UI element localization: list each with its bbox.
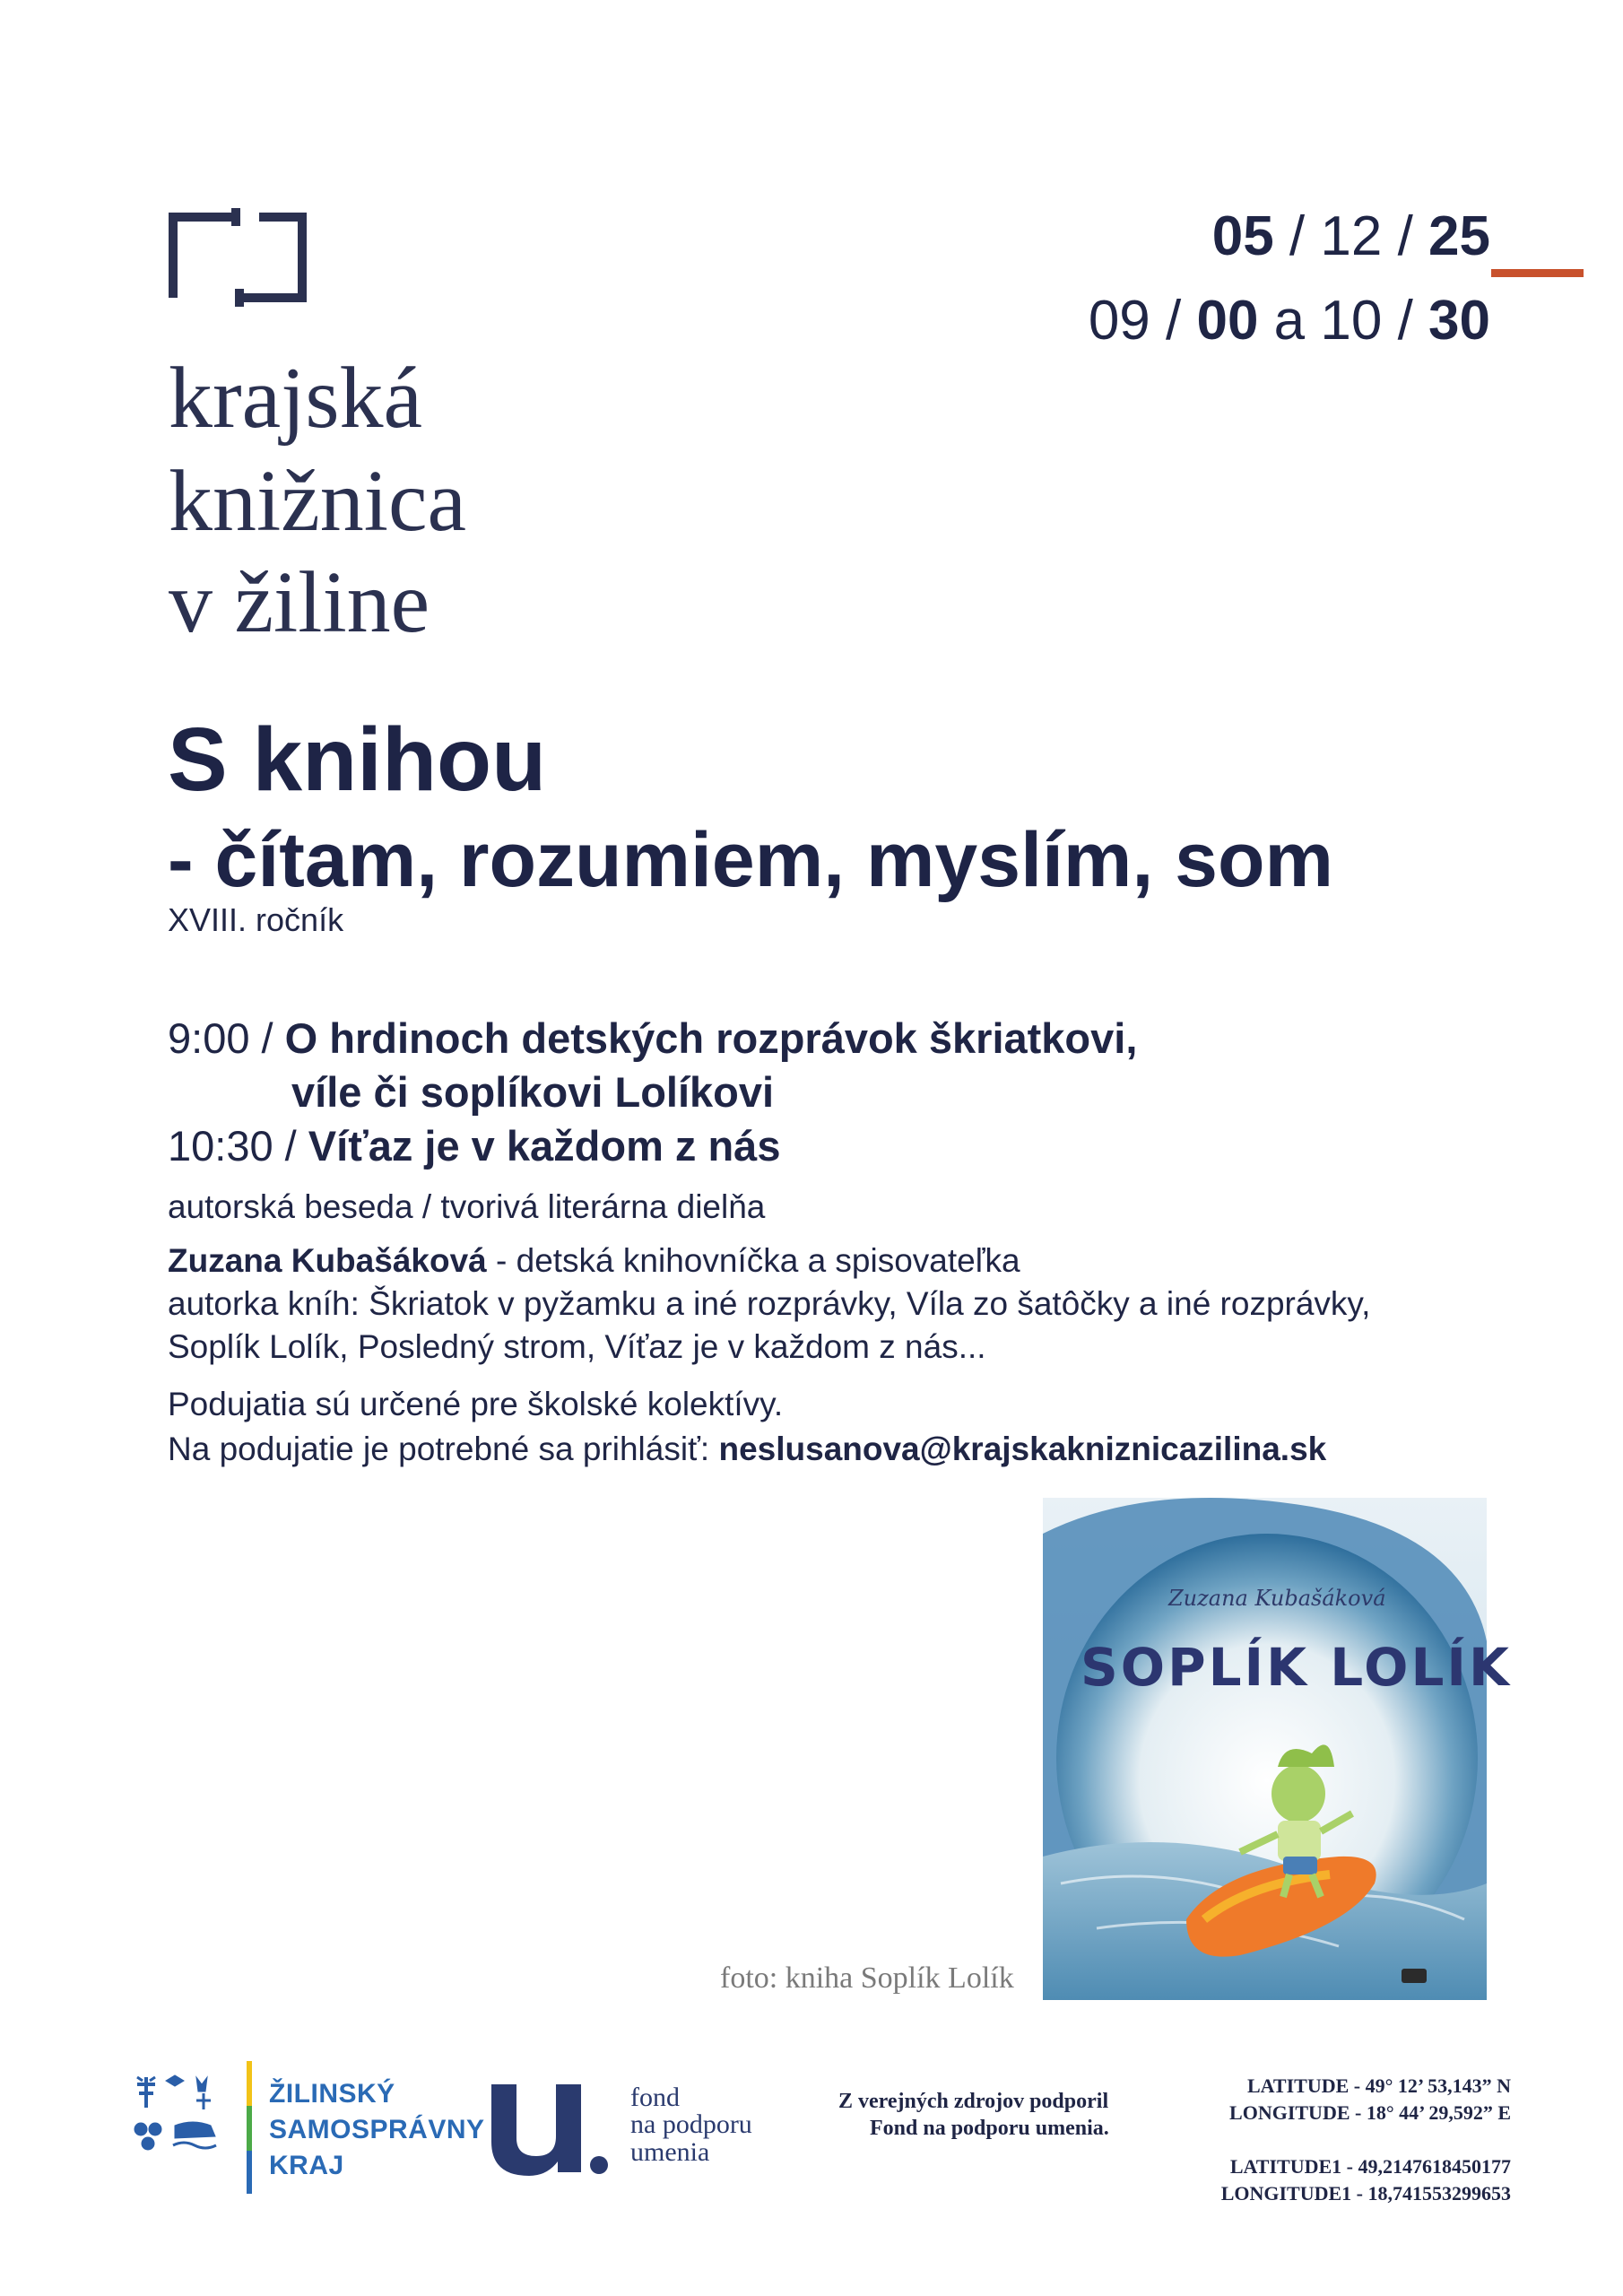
date-year: 25: [1428, 205, 1490, 267]
time-separator: /: [1150, 290, 1197, 352]
time2-minute: 30: [1428, 290, 1490, 352]
audience-note: Podujatia sú určené pre školské kolektívy.: [168, 1386, 784, 1422]
date-separator: /: [1273, 205, 1321, 267]
coordinates-latitude-decimal: LATITUDE1 - 49,2147618450177: [1229, 2155, 1511, 2178]
author-role: - detská knihovníčka a spisovateľka: [486, 1242, 1020, 1279]
date-separator: /: [1382, 205, 1429, 267]
registration-prefix: Na podujatie je potrebné sa prihlásiť:: [168, 1431, 719, 1467]
zsk-name-line-2: SAMOSPRÁVNY: [269, 2115, 485, 2144]
accent-bar: [1491, 269, 1584, 277]
coordinates-longitude-dms: LONGITUDE - 18° 44’ 29,592” E: [1229, 2101, 1511, 2124]
event-edition: XVIII. ročník: [168, 901, 344, 938]
zsk-color-bar: [247, 2061, 252, 2194]
book-cover-image: [1043, 1498, 1487, 2000]
coordinates-longitude-decimal: LONGITUDE1 - 18,741553299653: [1220, 2182, 1511, 2205]
cover-author: Zuzana Kubašáková: [1168, 1586, 1386, 1611]
registration-note: [168, 1431, 1326, 1468]
event-format: autorská beseda / tvorivá literárna dielňa: [168, 1188, 766, 1225]
support-note-line-2: Fond na podporu umenia.: [870, 2117, 1109, 2140]
date-month: 12: [1320, 205, 1383, 267]
event-subtitle: - čítam, rozumiem, myslím, som: [168, 817, 1333, 903]
program-item-2-title: Víťaz je v každom z nás: [308, 1122, 781, 1170]
support-note-line-1: Z verejných zdrojov podporil: [838, 2090, 1109, 2113]
fpu-name-line-2: na podporu: [630, 2109, 752, 2139]
library-name-line-3: v žiline: [169, 554, 430, 651]
library-name-line-2: knižnica: [169, 453, 466, 550]
library-logo-icon: [168, 203, 308, 312]
program-item-1-time: 9:00 /: [168, 1014, 285, 1062]
program-item-1: [168, 1013, 1137, 1063]
fpu-name-line-1: fond: [630, 2083, 680, 2112]
time1-minute: 00: [1196, 290, 1259, 352]
time1-hour: 09: [1088, 290, 1150, 352]
zsk-coat-of-arms-icon: [130, 2074, 224, 2156]
event-date: [1212, 204, 1490, 268]
time-separator: /: [1382, 290, 1429, 352]
program-item-2: [168, 1121, 780, 1170]
program-item-1-title-cont: víle či soplíkovi Lolíkovi: [291, 1068, 775, 1116]
zsk-name-line-1: ŽILINSKÝ: [269, 2079, 395, 2109]
event-times: [1089, 289, 1490, 352]
fpu-logo-icon: [484, 2079, 610, 2178]
time-joiner: a: [1258, 290, 1321, 352]
fpu-name-line-3: umenia: [630, 2137, 710, 2167]
program-item-1-title: O hrdinoch detských rozprávok škriatkovi,: [284, 1014, 1138, 1062]
author-name: Zuzana Kubašáková: [168, 1242, 487, 1279]
time2-hour: 10: [1320, 290, 1383, 352]
date-day: 05: [1211, 205, 1274, 267]
photo-credit: foto: kniha Soplík Lolík: [720, 1961, 1014, 1995]
program-item-2-time: 10:30 /: [168, 1122, 308, 1170]
library-name-line-1: krajská: [169, 350, 422, 447]
zsk-name-line-3: KRAJ: [269, 2151, 344, 2180]
cover-title: SOPLÍK LOLÍK: [1081, 1637, 1512, 1698]
author-books-line-1: autorka kníh: Škriatok v pyžamku a iné rozprávky, Víla zo šatôčky a iné rozprávky,: [168, 1285, 1371, 1322]
registration-email[interactable]: neslusanova@krajskakniznicazilina.sk: [718, 1431, 1327, 1467]
event-title: S knihou: [168, 709, 547, 810]
coordinates-latitude-dms: LATITUDE - 49° 12’ 53,143” N: [1247, 2074, 1511, 2097]
author-line: [168, 1242, 1020, 1280]
author-books-line-2: Soplík Lolík, Posledný strom, Víťaz je v každom z nás...: [168, 1328, 986, 1365]
